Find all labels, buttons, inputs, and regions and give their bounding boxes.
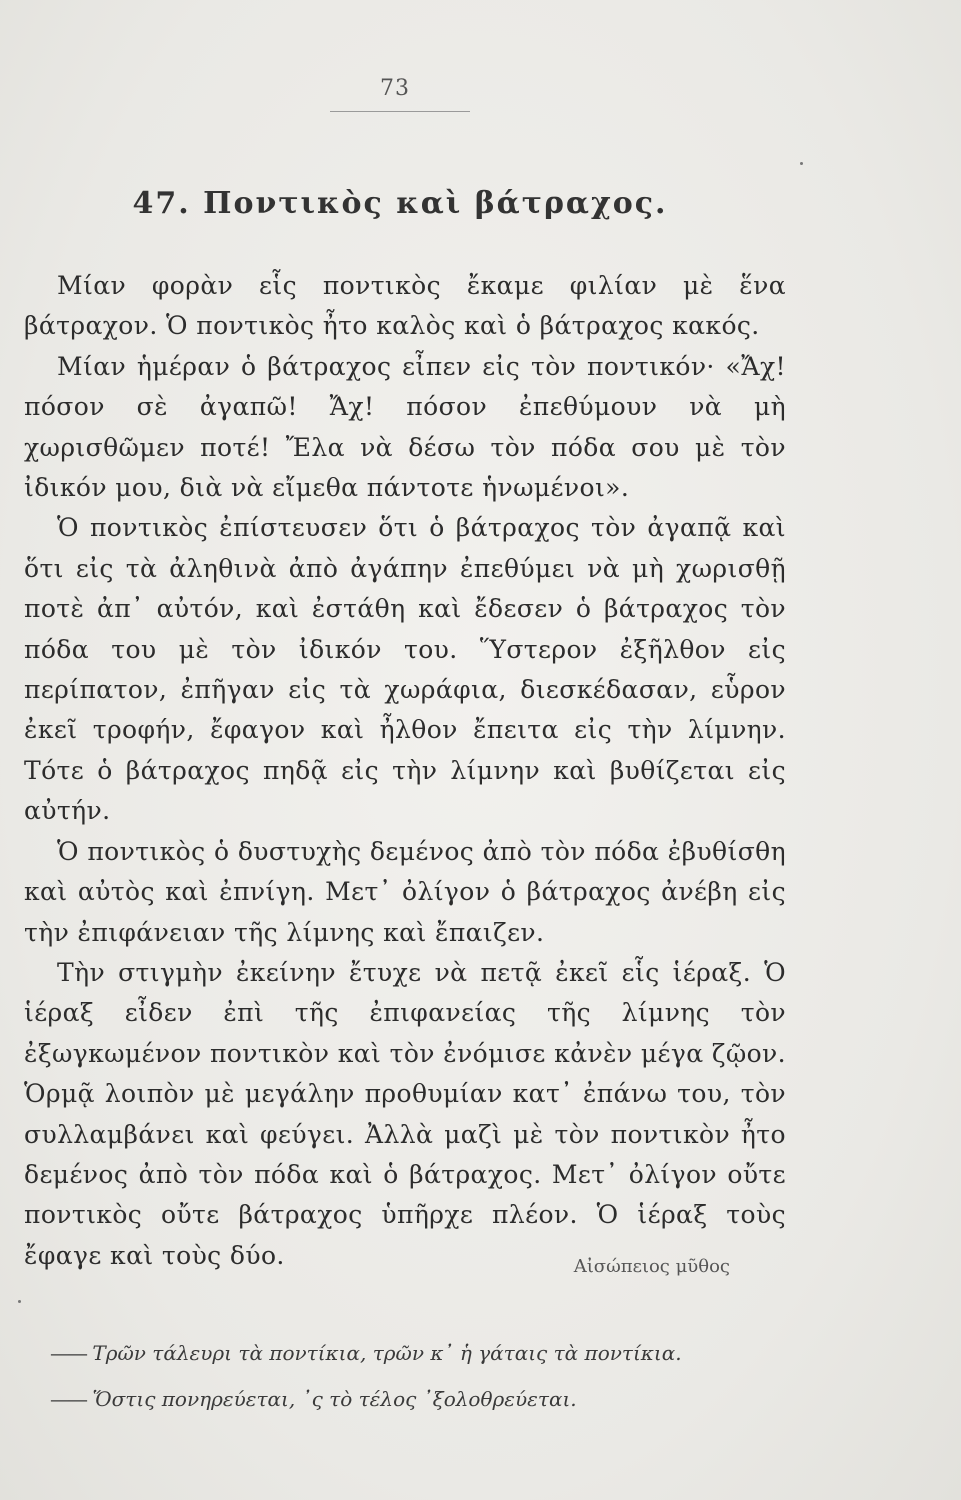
fable-body <box>24 266 786 1276</box>
proverb-text: Τρῶν τάλευρι τὰ ποντίκια, τρῶν κ᾽ ἡ γάταις τὰ ποντίκια. <box>92 1341 682 1365</box>
proverb-1 <box>50 1330 770 1376</box>
attribution: Αἰσώπειος μῦθος <box>573 1256 730 1277</box>
paragraph-2: Μίαν ἡμέραν ὁ βάτραχος εἶπεν εἰς τὸν ποντικόν· «Ἄχ! πόσον σὲ ἀγαπῶ! Ἄχ! πόσον ἐπεθύμουν νὰ μὴ χωρισθῶμεν ποτέ! Ἔλα νὰ δέσω τὸν πόδα σου μὲ τὸν ἰδικόν μου, διὰ νὰ εἴμεθα πάντοτε ἡνωμένοι». <box>24 351 786 503</box>
proverb-text: Ὅστις πονηρεύεται, ᾽ς τὸ τέλος ᾽ξολοθρεύεται. <box>92 1387 577 1411</box>
header-rule <box>330 111 470 112</box>
paper-speck <box>800 162 803 165</box>
paper-speck <box>18 1300 21 1303</box>
proverb-dash: —— <box>50 1341 86 1365</box>
proverbs-list <box>50 1330 770 1422</box>
paragraph-1: Μίαν φορὰν εἷς ποντικὸς ἔκαμε φιλίαν μὲ ἕνα βάτραχον. Ὁ ποντικὸς ἦτο καλὸς καὶ ὁ βάτραχος κακός. <box>24 271 786 341</box>
paragraph-4: Ὁ ποντικὸς ὁ δυστυχὴς δεμένος ἀπὸ τὸν πόδα ἐβυθίσθη καὶ αὐτὸς καὶ ἐπνίγη. Μετ᾽ ὀλίγον ὁ βάτραχος ἀνέβη εἰς τὴν ἐπιφάνειαν τῆς λίμνης καὶ ἔπαιζεν. <box>24 836 786 947</box>
paragraph-3: Ὁ ποντικὸς ἐπίστευσεν ὅτι ὁ βάτραχος τὸν ἀγαπᾷ καὶ ὅτι εἰς τὰ ἀληθινὰ ἀπὸ ἀγάπην ἐπεθύμει νὰ μὴ χωρισθῇ ποτὲ ἀπ᾽ αὐτόν, καὶ ἐστάθη καὶ ἔδεσεν ὁ βάτραχος τὸν πόδα του μὲ τὸν ἰδικόν του. Ὕστερον ἐξῆλθον εἰς περίπατον, ἐπῆγαν εἰς τὰ χωράφια, διεσκέδασαν, εὗρον ἐκεῖ τροφήν, ἔφαγον καὶ ἦλθον ἔπειτα εἰς τὴν λίμνην. Τότε ὁ βάτραχος πηδᾷ εἰς τὴν λίμνην καὶ βυθίζεται εἰς αὐτήν. <box>24 513 786 826</box>
paragraph-5: Τὴν στιγμὴν ἐκείνην ἔτυχε νὰ πετᾷ ἐκεῖ εἷς ἱέραξ. Ὁ ἱέραξ εἶδεν ἐπὶ τῆς ἐπιφανείας τῆς λίμνης τὸν ἐξωγκωμένον ποντικὸν καὶ τὸν ἐνόμισε κἀνὲν μέγα ζῷον. Ὁρμᾷ λοιπὸν μὲ μεγάλην προθυμίαν κατ᾽ ἐπάνω του, τὸν συλλαμβάνει καὶ φεύγει. Ἀλλὰ μαζὶ μὲ τὸν ποντικὸν ἦτο δεμένος ἀπὸ τὸν πόδα καὶ ὁ βάτραχος. Μετ᾽ ὀλίγον οὔτε ποντικὸς οὔτε βάτραχος ὑπῆρχε πλέον. Ὁ ἱέραξ τοὺς ἔφαγε καὶ τοὺς δύο. <box>24 957 786 1270</box>
proverb-2 <box>50 1376 770 1422</box>
proverb-dash: —— <box>50 1387 86 1411</box>
fable-title: 47. Ποντικὸς καὶ βάτραχος. <box>132 186 668 221</box>
page-number: 73 <box>380 76 410 101</box>
